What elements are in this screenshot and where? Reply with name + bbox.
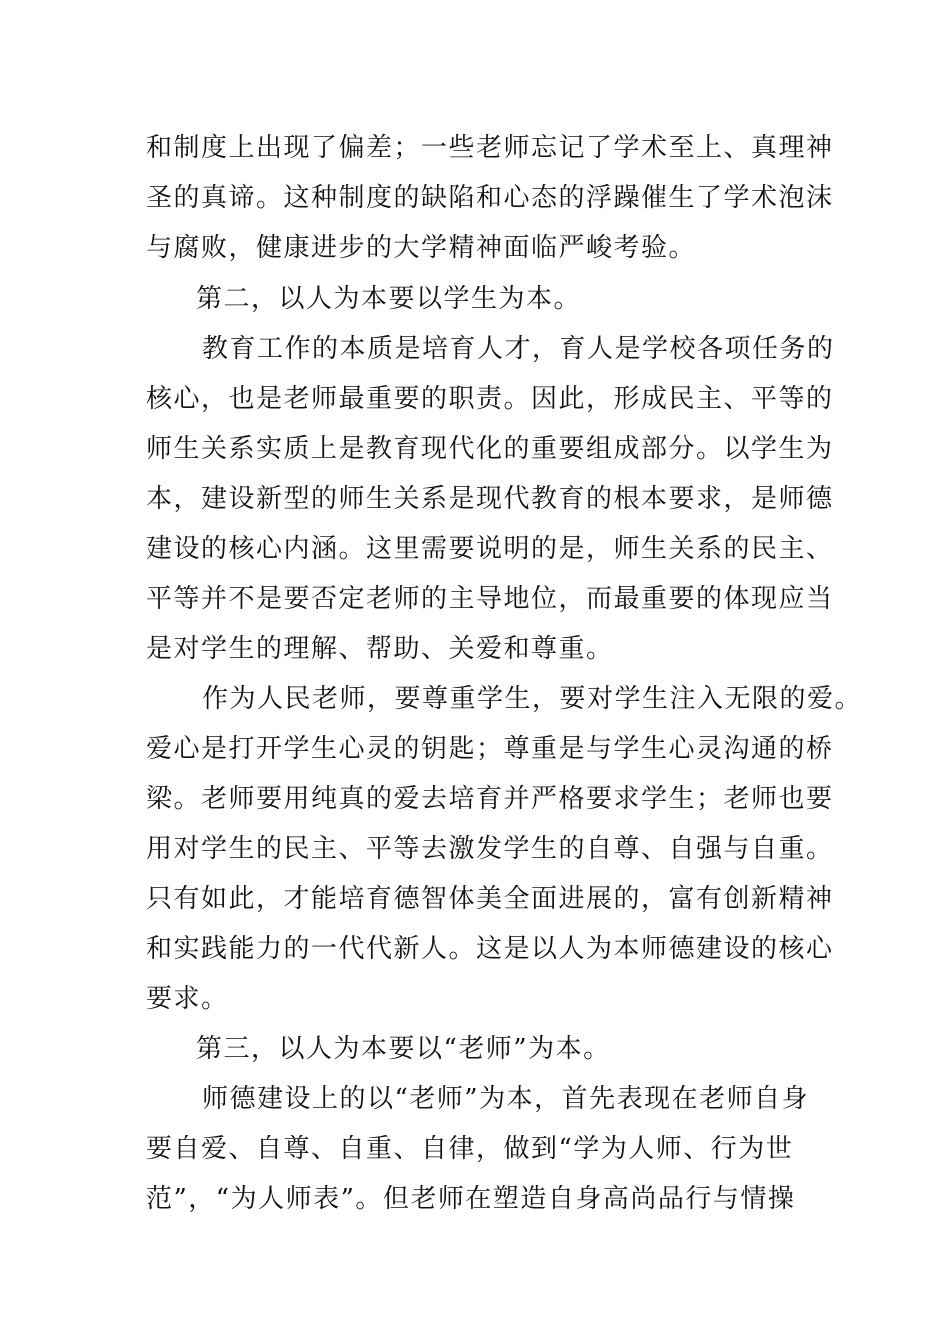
text-line: 师德建设上的以“老师”为本，首先表现在老师自身 <box>202 1084 810 1114</box>
text-line: 是对学生的理解、帮助、关爱和尊重。 <box>146 634 614 664</box>
text-line: 用对学生的民主、平等去激发学生的自尊、自强与自重。 <box>146 834 834 864</box>
text-line: 教育工作的本质是培育人才，育人是学校各项任务的 <box>202 334 835 364</box>
text-line: 和制度上出现了偏差；一些老师忘记了学术至上、真理神 <box>146 133 834 163</box>
section-heading: 第三，以人为本要以“老师”为本。 <box>196 1034 611 1064</box>
section-heading: 第二，以人为本要以学生为本。 <box>196 284 582 314</box>
text-line: 只有如此，才能培育德智体美全面进展的，富有创新精神 <box>146 884 834 914</box>
text-line: 要求。 <box>146 984 229 1014</box>
text-line: 梁。老师要用纯真的爱去培育并严格要求学生；老师也要 <box>146 784 834 814</box>
text-line: 和实践能力的一代代新人。这是以人为本师德建设的核心 <box>146 934 834 964</box>
text-line: 与腐败，健康进步的大学精神面临严峻考验。 <box>146 233 697 263</box>
text-line: 圣的真谛。这种制度的缺陷和心态的浮躁催生了学术泡沫 <box>146 183 834 213</box>
text-line: 师生关系实质上是教育现代化的重要组成部分。以学生为 <box>146 434 834 464</box>
text-line: 要自爱、自尊、自重、自律，做到“学为人师、行为世 <box>146 1134 794 1164</box>
text-line: 范”，“为人师表”。但老师在塑造自身高尚品行与情操 <box>146 1184 796 1214</box>
text-line: 建设的核心内涵。这里需要说明的是，师生关系的民主、 <box>146 534 834 564</box>
text-line: 本，建设新型的师生关系是现代教育的根本要求，是师德 <box>146 484 834 514</box>
text-line: 爱心是打开学生心灵的钥匙；尊重是与学生心灵沟通的桥 <box>146 734 834 764</box>
text-line: 核心，也是老师最重要的职责。因此，形成民主、平等的 <box>146 384 834 414</box>
text-line: 平等并不是要否定老师的主导地位，而最重要的体现应当 <box>146 584 834 614</box>
text-line: 作为人民老师，要尊重学生，要对学生注入无限的爱。 <box>202 684 863 714</box>
